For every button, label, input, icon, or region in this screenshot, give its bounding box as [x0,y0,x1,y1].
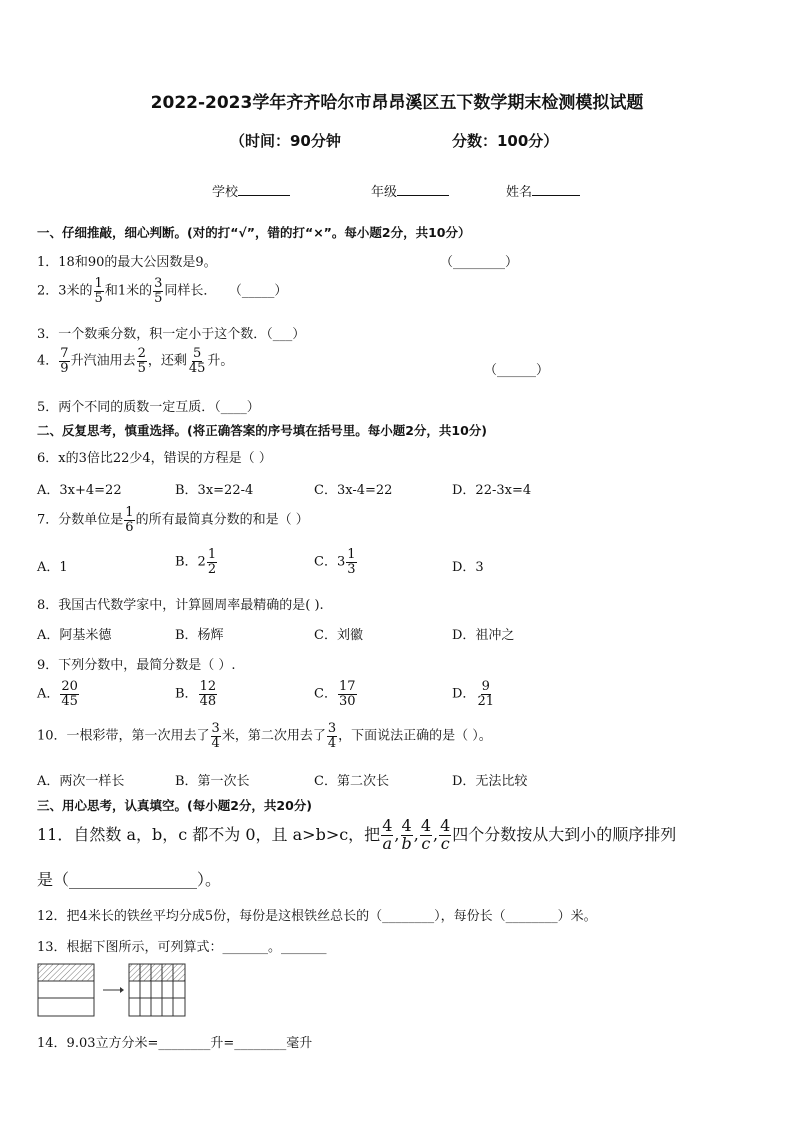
school-label: 学校 [212,185,239,200]
section-3-heading: 三、用心思考，认真填空。(每小题2分，共20分) [37,798,313,813]
fraction: $\frac{4}{c}$ [440,816,451,853]
question-3: 3．一个数乘分数，积一定小于这个数．（___） [37,327,306,342]
question-7: 7．分数单位是 $\frac{1}{6}$ 的所有最简真分数的和是（ ） [37,505,309,535]
q10-option-b[interactable]: B．第一次长 [175,774,250,789]
fraction-diagram [37,963,189,1019]
grade-field[interactable] [371,181,449,200]
exam-score: 分数：100分） [452,132,559,150]
fraction: $\frac{4}{b}$ [401,816,412,853]
fraction: $\frac{3}{4}$ [327,721,337,751]
fraction: $\frac{4}{a}$ [382,816,393,853]
arrow-icon [103,987,124,993]
name-label: 姓名 [506,185,533,200]
question-2: 2．3米的 $\frac{1}{5}$ 和1米的 $\frac{3}{5}$ 同样长． （_____） [37,276,288,306]
question-5: 5．两个不同的质数一定互质．（____） [37,400,260,415]
q9-option-c[interactable]: C． $\frac{17}{30}$ [314,679,356,709]
q8-option-b[interactable]: B．杨辉 [175,628,224,643]
question-4: 4． $\frac{7}{9}$ 升汽油用去 $\frac{2}{5}$ ，还剩 $\frac{5}{45}$ 升。 [37,346,234,376]
q8-option-c[interactable]: C．刘徽 [314,628,363,643]
question-1: 1．18和90的最大公因数是9。 [37,255,217,270]
question-6: 6．x的3倍比22少4，错误的方程是（ ） [37,451,272,466]
school-field[interactable] [212,181,290,200]
shaded-part [38,964,94,981]
q10-option-c[interactable]: C．第二次长 [314,774,389,789]
q7-option-b[interactable]: B．2 $\frac{1}{2}$ [175,547,217,577]
question-14: 14．9.03立方分米=________升=________毫升 [37,1036,313,1051]
fraction: $\frac{3}{5}$ [154,276,163,306]
shaded-part [129,964,185,981]
q7-option-d[interactable]: D．3 [452,560,484,575]
q6-option-d[interactable]: D．22-3x=4 [452,483,532,498]
fraction: $\frac{4}{c}$ [420,816,431,853]
diagram-right-rect [129,964,185,1016]
exam-time: （时间：90分钟 [230,132,341,150]
q7-option-c[interactable]: C．3 $\frac{1}{3}$ [314,547,356,577]
fraction: $\frac{5}{45}$ [188,346,206,376]
fraction: $\frac{1}{5}$ [94,276,103,306]
q9-option-a[interactable]: A． $\frac{20}{45}$ [37,679,78,709]
fraction: $\frac{2}{5}$ [137,346,146,376]
section-1-heading: 一、仔细推敲，细心判断。(对的打“√”，错的打“×”。每小题2分，共10分） [37,225,471,240]
section-2-heading: 二、反复思考，慎重选择。(将正确答案的序号填在括号里。每小题2分，共10分) [37,423,488,438]
q6-option-c[interactable]: C．3x-4=22 [314,483,393,498]
question-11-line2: 是（________________）。 [37,870,222,889]
q10-option-a[interactable]: A．两次一样长 [37,774,125,789]
q8-option-d[interactable]: D．祖冲之 [452,628,515,643]
q10-option-d[interactable]: D．无法比较 [452,774,528,789]
diagram-left-rect [38,964,94,1016]
question-12: 12．把4米长的铁丝平均分成5份，每份是这根铁丝总长的（________），每份长（________）米。 [37,909,597,924]
answer-blank-1[interactable]: （________） [440,255,519,270]
page-title: 2022-2023学年齐齐哈尔市昂昂溪区五下数学期末检测模拟试题 [150,93,644,113]
fraction: $\frac{3}{4}$ [211,721,220,751]
answer-blank-4[interactable]: （______） [484,363,550,378]
question-8: 8．我国古代数学家中，计算圆周率最精确的是( ). [37,598,324,613]
q6-option-b[interactable]: B．3x=22-4 [175,483,254,498]
q9-option-d[interactable]: D． $\frac{9}{21}$ [452,679,494,709]
name-field[interactable] [506,181,580,200]
question-9: 9．下列分数中，最简分数是（ ）. [37,658,236,673]
question-13: 13．根据下图所示，可列算式：_______。_______ [37,940,327,955]
fraction: $\frac{7}{9}$ [60,346,69,376]
answer-blank-2[interactable]: （_____） [228,283,288,299]
q6-option-a[interactable]: A．3x+4=22 [37,483,122,498]
question-10: 10．一根彩带，第一次用去了 $\frac{3}{4}$ 米，第二次用去了 $\frac{3}{4}$ ，下面说法正确的是（ ）。 [37,721,492,751]
grade-label: 年级 [371,185,398,200]
question-11: 11．自然数 a，b，c 都不为 0，且 a>b>c，把 $\frac{4}{a}$ , $\frac{4}{b}$ , $\frac{4}{c}$ , $\frac{4}{c}$ 四个分数按从大到小的顺序排列 [37,816,677,853]
q9-option-b[interactable]: B． $\frac{12}{48}$ [175,679,217,709]
fraction: $\frac{1}{6}$ [125,505,134,535]
q7-option-a[interactable]: A．1 [37,560,68,575]
q8-option-a[interactable]: A．阿基米德 [37,628,112,643]
